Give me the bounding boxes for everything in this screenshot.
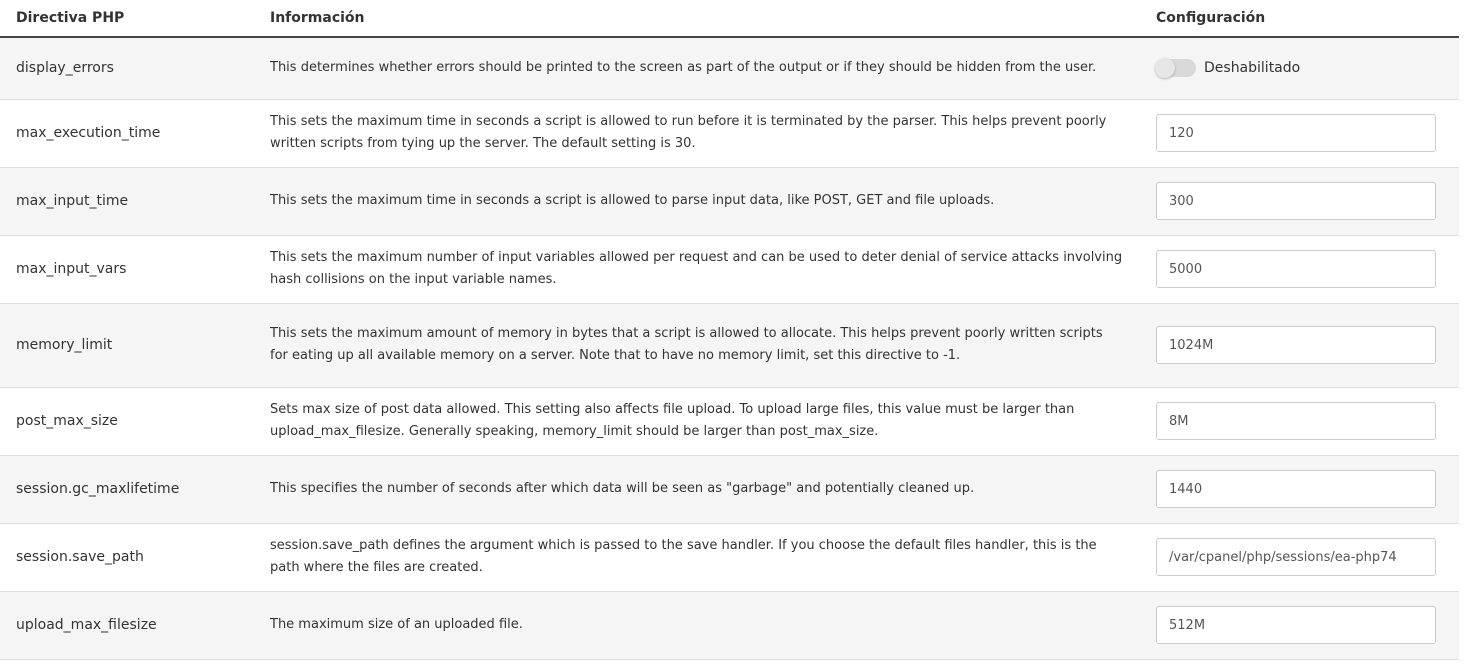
config-cell <box>1140 235 1459 303</box>
table-row <box>0 455 1459 523</box>
table-row <box>0 591 1459 659</box>
directive-info: This sets the maximum time in seconds a script is allowed to parse input data, like POST, GET and file uploads. <box>270 167 1140 235</box>
max-execution-time-input[interactable] <box>1156 114 1436 152</box>
table-row <box>0 167 1459 235</box>
config-cell <box>1140 167 1459 235</box>
toggle-knob <box>1155 58 1175 78</box>
max-input-vars-input[interactable] <box>1156 250 1436 288</box>
config-cell <box>1140 523 1459 591</box>
session-save-path-input[interactable] <box>1156 538 1436 576</box>
directive-name: max_execution_time <box>0 99 270 167</box>
table-row <box>0 37 1459 99</box>
header-directive: Directiva PHP <box>0 0 270 37</box>
table-row <box>0 523 1459 591</box>
directive-name: session.save_path <box>0 523 270 591</box>
directive-info: This determines whether errors should be printed to the screen as part of the output or if they should be hidden from the user. <box>270 37 1140 99</box>
directive-name: memory_limit <box>0 303 270 387</box>
directive-info: session.save_path defines the argument which is passed to the save handler. If you choose the default files handler, this is the path where the files are created. <box>270 523 1140 591</box>
config-cell <box>1140 37 1459 99</box>
config-cell <box>1140 99 1459 167</box>
header-info: Información <box>270 0 1140 37</box>
table-row <box>0 99 1459 167</box>
memory-limit-input[interactable] <box>1156 326 1436 364</box>
post-max-size-input[interactable] <box>1156 402 1436 440</box>
directive-name: max_input_vars <box>0 235 270 303</box>
directive-info: This sets the maximum time in seconds a script is allowed to run before it is terminated by the parser. This helps prevent poorly written scripts from tying up the server. The default setting is 30. <box>270 99 1140 167</box>
session-gc-maxlifetime-input[interactable] <box>1156 470 1436 508</box>
directive-name: display_errors <box>0 37 270 99</box>
directive-name: post_max_size <box>0 387 270 455</box>
directive-info: This sets the maximum amount of memory in bytes that a script is allowed to allocate. This helps prevent poorly written scripts for eating up all available memory on a server. Note that to have no memory limit, set this directive to -1. <box>270 303 1140 387</box>
toggle-label: Deshabilitado <box>1204 60 1301 77</box>
header-config: Configuración <box>1140 0 1459 37</box>
table-row <box>0 235 1459 303</box>
table-row <box>0 387 1459 455</box>
directive-info: The maximum size of an uploaded file. <box>270 591 1140 659</box>
directive-name: max_input_time <box>0 167 270 235</box>
config-cell <box>1140 455 1459 523</box>
display-errors-toggle-wrap <box>1156 59 1459 77</box>
directive-name: upload_max_filesize <box>0 591 270 659</box>
directive-name: session.gc_maxlifetime <box>0 455 270 523</box>
directive-info: This specifies the number of seconds after which data will be seen as "garbage" and potentially cleaned up. <box>270 455 1140 523</box>
config-cell <box>1140 387 1459 455</box>
directive-info: This sets the maximum number of input variables allowed per request and can be used to deter denial of service attacks involving hash collisions on the input variable names. <box>270 235 1140 303</box>
table-row <box>0 303 1459 387</box>
max-input-time-input[interactable] <box>1156 182 1436 220</box>
display-errors-toggle[interactable] <box>1156 59 1196 77</box>
upload-max-filesize-input[interactable] <box>1156 606 1436 644</box>
directive-info: Sets max size of post data allowed. This setting also affects file upload. To upload large files, this value must be larger than upload_max_filesize. Generally speaking, memory_limit should be larger than post_max_size. <box>270 387 1140 455</box>
config-cell <box>1140 591 1459 659</box>
table-header-row <box>0 0 1459 37</box>
config-cell <box>1140 303 1459 387</box>
